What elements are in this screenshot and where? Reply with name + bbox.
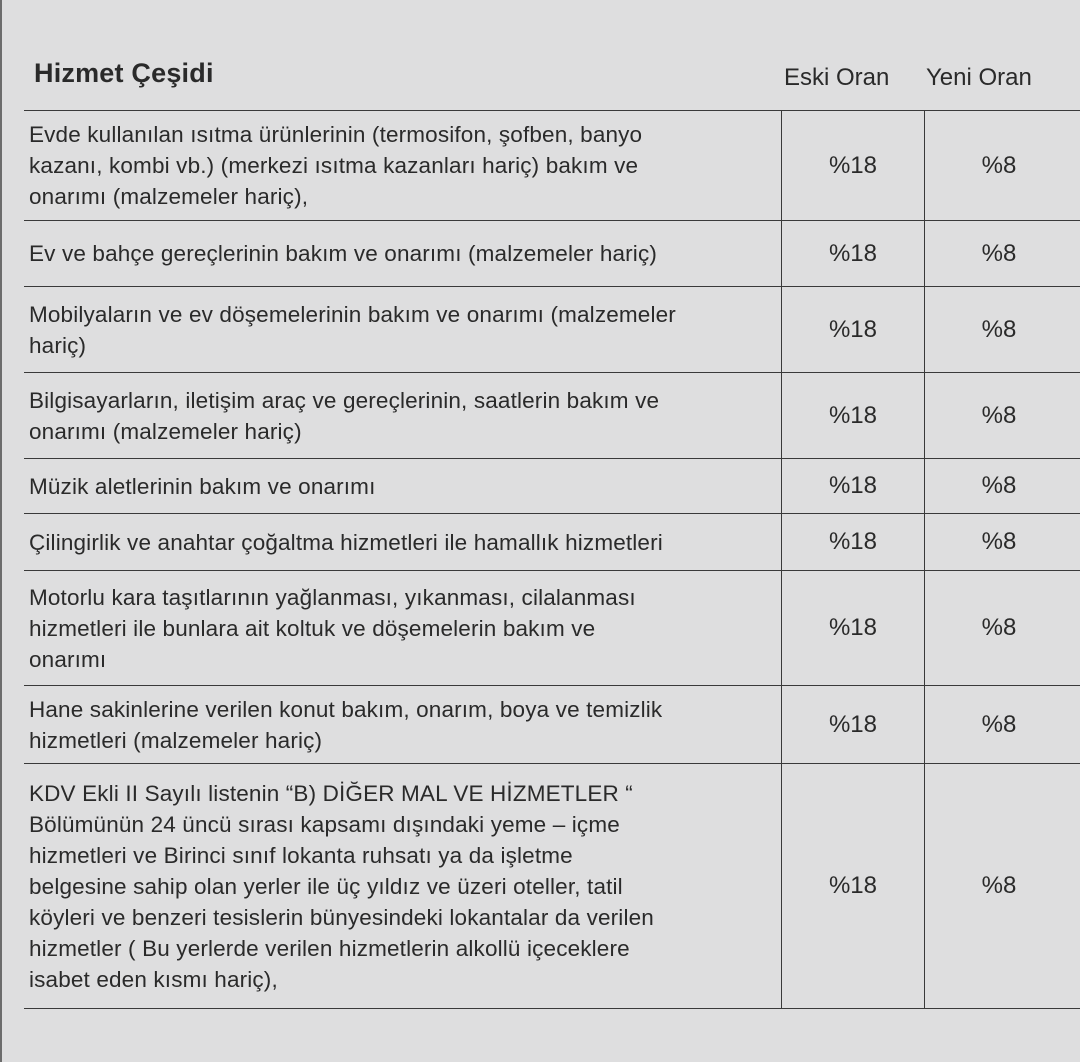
table-row bbox=[24, 685, 1080, 763]
old-rate-cell: %18 bbox=[781, 111, 925, 220]
service-cell: Çilingirlik ve anahtar çoğaltma hizmetleri ile hamallık hizmetleri bbox=[29, 529, 663, 555]
old-rate-cell: %18 bbox=[781, 764, 925, 1008]
header-old-rate: Eski Oran bbox=[784, 64, 890, 91]
table-row bbox=[24, 570, 1080, 685]
service-cell: Ev ve bahçe gereçlerinin bakım ve onarımı (malzemeler hariç) bbox=[29, 241, 657, 266]
old-rate-cell: %18 bbox=[781, 686, 925, 763]
service-cell: Mobilyaların ve ev döşemelerinin bakım ve onarımı (malzemeler hariç) bbox=[29, 301, 676, 358]
old-rate-cell: %18 bbox=[781, 514, 925, 570]
table-row bbox=[24, 220, 1080, 286]
service-cell: Müzik aletlerinin bakım ve onarımı bbox=[29, 473, 376, 499]
new-rate-cell: %8 bbox=[981, 472, 1017, 499]
new-rate-cell: %8 bbox=[981, 872, 1017, 899]
vat-rate-table bbox=[24, 110, 1080, 1009]
table-row bbox=[24, 513, 1080, 570]
new-rate-cell: %8 bbox=[981, 239, 1017, 267]
table-row bbox=[24, 763, 1080, 1009]
old-rate-cell: %18 bbox=[781, 459, 925, 513]
new-rate-cell: %8 bbox=[981, 528, 1017, 555]
new-rate-cell: %8 bbox=[981, 315, 1017, 343]
service-cell: Bilgisayarların, iletişim araç ve gereçlerinin, saatlerin bakım ve onarımı (malzemeler hariç) bbox=[29, 387, 660, 444]
service-cell: Hane sakinlerine verilen konut bakım, onarım, boya ve temizlik hizmetleri (malzemeler hariç) bbox=[29, 696, 663, 753]
new-rate-cell: %8 bbox=[981, 710, 1017, 738]
service-cell: KDV Ekli II Sayılı listenin “B) DİĞER MAL VE HİZMETLER “ Bölümünün 24 üncü sırası kapsamı dışındaki yeme – içme hizmetleri ve Birinci sınıf lokanta ruhsatı ya da işletme belgesine sahip olan yerler ile üç yıldız ve üzeri oteller, tatil köyleri ve benzeri tesislerin bünyesindeki lokantalar da verilen hizmetler ( Bu yerlerde verilen hizmetlerin alkollü içeceklere isabet eden kısmı hariç), bbox=[29, 780, 654, 992]
old-rate-cell: %18 bbox=[781, 287, 925, 372]
service-cell: Motorlu kara taşıtlarının yağlanması, yıkanması, cilalanması hizmetleri ile bunlara ait koltuk ve döşemelerin bakım ve onarımı bbox=[29, 584, 636, 672]
header-new-rate: Yeni Oran bbox=[926, 64, 1032, 91]
old-rate-cell: %18 bbox=[781, 571, 925, 685]
new-rate-cell: %8 bbox=[981, 614, 1017, 641]
table-row bbox=[24, 286, 1080, 372]
table-row bbox=[24, 458, 1080, 513]
new-rate-cell: %8 bbox=[981, 401, 1017, 429]
new-rate-cell: %8 bbox=[981, 151, 1017, 179]
service-cell: Evde kullanılan ısıtma ürünlerinin (termosifon, şofben, banyo kazanı, kombi vb.) (merkezi ısıtma kazanları hariç) bakım ve onarımı (malzemeler hariç), bbox=[29, 122, 643, 209]
table-row bbox=[24, 372, 1080, 458]
table-row bbox=[24, 110, 1080, 220]
old-rate-cell: %18 bbox=[781, 373, 925, 458]
old-rate-cell: %18 bbox=[781, 221, 925, 286]
header-service-type: Hizmet Çeşidi bbox=[34, 58, 214, 88]
